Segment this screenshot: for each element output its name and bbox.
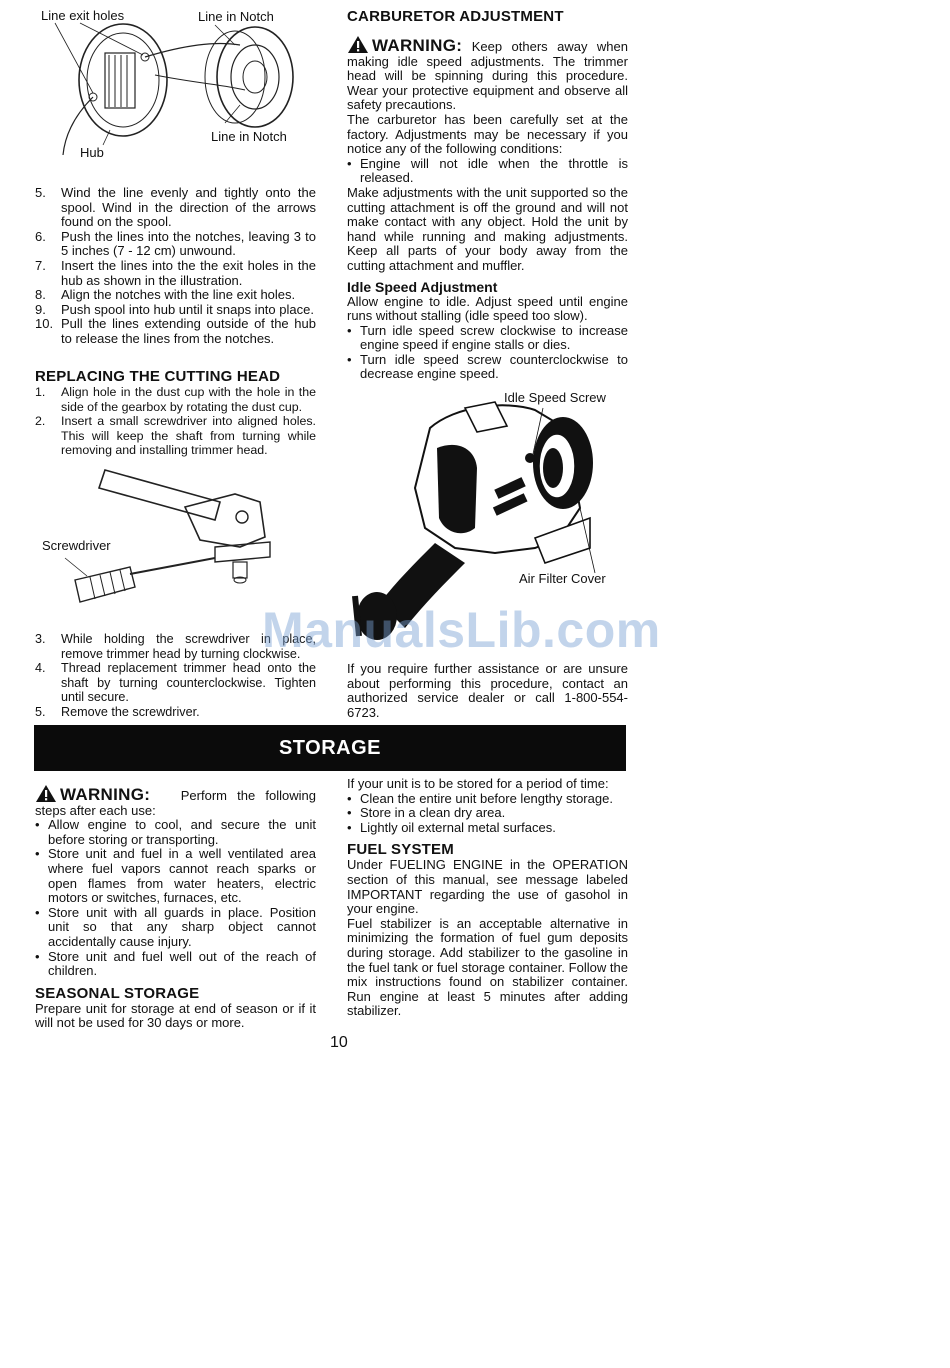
fuel-para1: Under FUELING ENGINE in the OPERATION section of this manual, see message labeled IMPORTANT regarding the use of gasohol in your engine.: [347, 857, 628, 917]
spool-steps: [35, 186, 316, 347]
assist-text: [347, 662, 628, 720]
warning-icon: [35, 784, 57, 803]
warning-text: Perform the following steps after each use:: [35, 788, 316, 818]
label-idle-speed-screw: Idle Speed Screw: [504, 390, 606, 405]
assist-paragraph: If you require further assistance or are unsure about performing this procedure, contact an authorized service dealer or call 1-800-554-6723.: [347, 661, 628, 720]
carburetor-heading: CARBURETOR ADJUSTMENT: [347, 8, 564, 25]
replacing-heading: REPLACING THE CUTTING HEAD: [35, 368, 281, 385]
storage-warning: [35, 784, 316, 818]
list-item: • Engine will not idle when the throttle is released.: [347, 155, 628, 186]
period-intro: If your unit is to be stored for a period of time:: [347, 776, 609, 791]
warning-icon: [347, 35, 369, 54]
carburetor-warning: [347, 35, 628, 113]
list-item: • Store unit and fuel in a well ventilated area where fuel vapors cannot reach sparks or open flames from water heaters, electric motors or switches, furnaces, etc.: [35, 846, 316, 906]
list-item: • Allow engine to cool, and secure the unit before storing or transporting.: [35, 817, 316, 847]
storage-right: [347, 777, 628, 1019]
list-item: 6. Push the lines into the notches, leaving 3 to 5 inches (7 - 12 cm) unwound.: [35, 228, 316, 259]
list-item: • Turn idle speed screw clockwise to increase engine speed if engine stalls or dies.: [347, 322, 628, 353]
list-item: 8. Align the notches with the line exit holes.: [35, 287, 296, 303]
list-item: 10. Pull the lines extending outside of the hub to release the lines from the notches.: [35, 316, 316, 346]
list-item: 5. Wind the line evenly and tightly onto the spool. Wind in the direction of the arrows found on the spool.: [35, 185, 316, 230]
idle-speed-para: Allow engine to idle. Adjust speed until engine runs without stalling (idle speed too slow).: [347, 293, 628, 324]
list-item: 2. Insert a small screwdriver into aligned holes. This will keep the shaft from turning while removing and installing trimmer head.: [35, 414, 316, 458]
list-item: • Turn idle speed screw counterclockwise to decrease engine speed.: [347, 351, 628, 382]
seasonal-text: Prepare unit for storage at end of season or if it will not be used for 30 days or more.: [35, 1000, 316, 1031]
list-item: • Lightly oil external metal surfaces.: [347, 819, 556, 835]
list-item: • Store in a clean dry area.: [347, 805, 506, 821]
list-item: 1. Align hole in the dust cup with the hole in the side of the gearbox by rotating the dust cup.: [35, 385, 316, 414]
list-item: • Clean the entire unit before lengthy storage.: [347, 790, 613, 806]
storage-banner: STORAGE: [34, 725, 626, 771]
list-item: 5. Remove the screwdriver.: [35, 704, 200, 719]
list-item: 9. Push spool into hub until it snaps into place.: [35, 301, 314, 317]
list-item: • Store unit and fuel well out of the reach of children.: [35, 948, 316, 979]
warning-word: WARNING:: [60, 785, 151, 804]
label-line-in-notch-top: Line in Notch: [198, 9, 274, 24]
screwdriver-figure: [35, 462, 316, 622]
page-number: 10: [330, 1034, 348, 1051]
fuel-para2: Fuel stabilizer is an acceptable alternative in minimizing the formation of fuel gum deposits during storage. Add stabilizer to the gasoline in the fuel tank or fuel storage container. Follow the mix instructions found on stabilizer container. Run engine at least 5 minutes after adding stabilizer.: [347, 915, 628, 1019]
label-air-filter-cover: Air Filter Cover: [519, 571, 606, 586]
carburetor-para1: The carburetor has been carefully set at the factory. Adjustments may be necessary if you notice any of the following conditions:: [347, 111, 628, 157]
spool-figure: [35, 5, 316, 180]
fuel-system-heading: FUEL SYSTEM: [347, 841, 454, 859]
carburetor-section: [347, 8, 628, 382]
seasonal-heading: SEASONAL STORAGE: [35, 984, 200, 1002]
watermark: ManualsLib.com: [262, 602, 661, 658]
label-hub: Hub: [80, 145, 104, 160]
warning-text: Keep others away when making idle speed adjustments. The trimmer head will be spinning during this procedure. Wear your protective equipment and observe all safety precautions.: [347, 39, 628, 113]
list-item: 3. While holding the screwdriver in place, remove trimmer head by turning clockwise.: [35, 632, 316, 661]
list-item: 4. Thread replacement trimmer head onto the shaft by turning counterclockwise. Tighten until secure.: [35, 661, 316, 705]
carburetor-para2: Make adjustments with the unit supported so the cutting attachment is off the ground and will not make contact with any object. Hold the unit by hand while running and making adjustments. Keep all parts of your body away from the cutting attachment and muffler.: [347, 184, 628, 273]
warning-word: WARNING:: [372, 36, 463, 55]
label-line-exit-holes: Line exit holes: [41, 8, 125, 23]
spool-illustration: [35, 5, 316, 180]
replacing-section: [35, 368, 316, 458]
label-screwdriver: Screwdriver: [42, 538, 111, 553]
storage-left: [35, 784, 316, 1031]
label-line-in-notch-bottom: Line in Notch: [211, 129, 287, 144]
idle-speed-heading: Idle Speed Adjustment: [347, 278, 498, 295]
list-item: 7. Insert the lines into the the exit holes in the hub as shown in the illustration.: [35, 257, 316, 288]
list-item: • Store unit with all guards in place. Position unit so that any sharp object cannot accidentally cause injury.: [35, 904, 316, 949]
